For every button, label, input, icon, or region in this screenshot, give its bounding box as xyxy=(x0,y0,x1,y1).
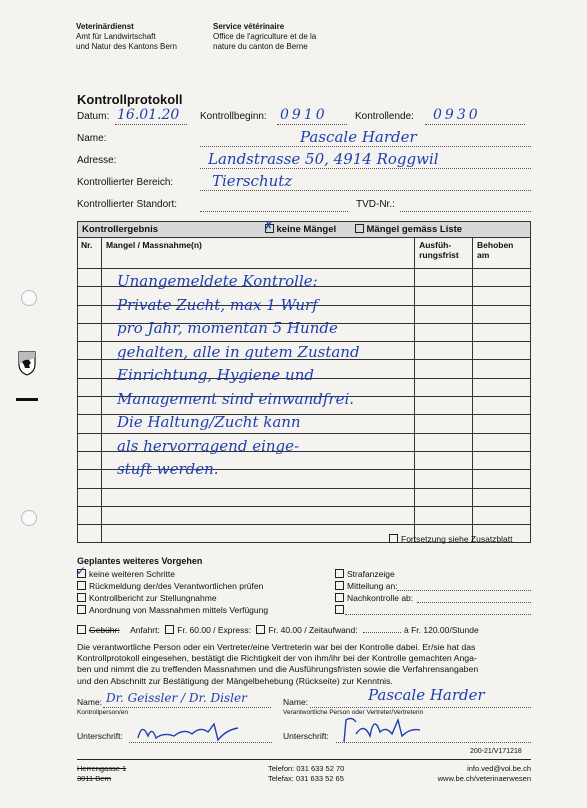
table-cell[interactable] xyxy=(473,360,531,378)
footer-address2: 3011 Bern xyxy=(77,774,112,783)
header-right-line1: Office de l'agriculture et de la xyxy=(213,32,317,41)
table-cell[interactable] xyxy=(78,506,102,524)
table-cell[interactable] xyxy=(415,342,473,360)
table-cell[interactable] xyxy=(473,287,531,305)
name-value-left: Dr. Geissler / Dr. Disler xyxy=(106,691,247,705)
table-cell[interactable] xyxy=(415,470,473,488)
fortsetzung[interactable] xyxy=(389,534,513,544)
option-maengel-liste-label: Mängel gemäss Liste xyxy=(366,224,463,235)
table-cell[interactable] xyxy=(473,342,531,360)
vorgehen-option-right[interactable] xyxy=(335,605,347,615)
table-cell[interactable] xyxy=(415,433,473,451)
table-row xyxy=(78,506,531,524)
checkbox[interactable] xyxy=(335,605,344,614)
bern-logo xyxy=(16,350,38,378)
footer-web[interactable]: www.be.ch/veterinaerwesen xyxy=(437,774,531,783)
unterschrift-label-right: Unterschrift: xyxy=(283,731,329,741)
handwritten-line: Management sind einwandfrei. xyxy=(117,389,355,408)
form-code: 200-21/V171218 xyxy=(470,748,522,755)
handwritten-line: als hervorragend einge- xyxy=(117,436,300,455)
handwritten-line: Einrichtung, Hygiene und xyxy=(117,366,314,384)
vorgehen-option-right[interactable] xyxy=(335,569,395,579)
footer-phone xyxy=(268,764,344,784)
vorgehen-option[interactable] xyxy=(77,593,217,603)
anfahrt-opt1: Fr. 60.00 / Express: xyxy=(177,625,251,635)
kontrollergebnis-heading: Kontrollergebnis xyxy=(82,224,159,235)
table-cell[interactable] xyxy=(473,323,531,341)
kontrollbeginn-label: Kontrollbeginn: xyxy=(200,111,267,122)
checkbox[interactable] xyxy=(335,581,344,590)
vorgehen-option-right-label: Mitteilung an: xyxy=(347,581,398,591)
handwritten-line: gehalten, alle in gutem Zustand xyxy=(117,342,360,361)
table-cell[interactable] xyxy=(78,488,102,506)
vorgehen-option-label: Kontrollbericht zur Stellungnahme xyxy=(89,593,217,603)
anfahrt-opt2: Fr. 40.00 / Zeitaufwand: xyxy=(268,625,358,635)
col-nr: Nr. xyxy=(78,238,102,269)
name-label-left: Name: xyxy=(77,697,103,707)
unterschrift-label-left: Unterschrift: xyxy=(77,731,123,741)
vorgehen-option[interactable] xyxy=(77,605,268,615)
checkbox-maengel-liste[interactable] xyxy=(355,224,364,233)
table-cell[interactable] xyxy=(415,397,473,415)
table-cell[interactable] xyxy=(78,415,102,433)
table-cell[interactable] xyxy=(78,451,102,469)
kontrollergebnis-header-row xyxy=(78,222,531,238)
kontrollergebnis-columns xyxy=(78,238,531,269)
option-keine-maengel-label: keine Mängel xyxy=(276,224,337,235)
handwritten-line: stuft werden. xyxy=(117,460,219,478)
table-cell[interactable] xyxy=(78,378,102,396)
fortsetzung-label: Fortsetzung siehe Zusatzblatt xyxy=(401,534,513,544)
checkbox[interactable] xyxy=(335,593,344,602)
table-cell[interactable] xyxy=(473,269,531,287)
table-cell[interactable] xyxy=(101,488,414,506)
checkbox[interactable]: ✓ xyxy=(76,564,87,578)
checkbox[interactable] xyxy=(335,569,344,578)
option-maengel-liste[interactable] xyxy=(355,224,463,235)
table-cell[interactable] xyxy=(78,470,102,488)
table-cell[interactable] xyxy=(415,323,473,341)
datum-label: Datum: xyxy=(77,111,110,122)
vorgehen-option[interactable] xyxy=(76,564,175,579)
punch-hole-top xyxy=(21,290,37,306)
checkbox-gebuehr[interactable] xyxy=(77,625,86,634)
table-cell[interactable] xyxy=(473,470,531,488)
checkbox[interactable] xyxy=(77,593,86,602)
sub-right: Verantwortliche Person oder Vertreter/Vertreterin xyxy=(283,709,424,716)
handwritten-line: Unangemeldete Kontrolle: xyxy=(117,272,318,290)
checkbox-keine-maengel[interactable]: ✗ xyxy=(263,219,274,233)
tvd-label: TVD-Nr.: xyxy=(356,199,395,210)
name-label: Name: xyxy=(77,133,107,144)
name-label-right: Name: xyxy=(283,697,309,707)
col-behoben xyxy=(473,238,531,269)
table-cell[interactable] xyxy=(415,451,473,469)
table-cell[interactable] xyxy=(415,305,473,323)
handwritten-line: Private Zucht, max 1 Wurf xyxy=(117,295,318,314)
bereich-value: Tierschutz xyxy=(212,172,293,190)
kontrollende-label: Kontrollende: xyxy=(355,111,414,122)
table-cell[interactable] xyxy=(78,342,102,360)
footer-telefax: Telefax: 031 633 52 65 xyxy=(268,774,344,783)
table-cell[interactable] xyxy=(473,433,531,451)
option-keine-maengel[interactable] xyxy=(263,219,337,235)
vorgehen-option[interactable] xyxy=(77,581,263,591)
checkbox[interactable] xyxy=(77,581,86,590)
checkbox-anfahrt-60[interactable] xyxy=(165,625,174,634)
gebuehr-rate: à Fr. 120.00/Stunde xyxy=(404,625,479,635)
header-right-line2: nature du canton de Berne xyxy=(213,42,308,51)
header-right xyxy=(213,22,316,52)
disclaimer-line: und den Abschnitt zur Bestätigung der Mängelbehebung (Rückseite) zur Kenntnis. xyxy=(77,675,393,686)
table-row xyxy=(78,488,531,506)
table-cell[interactable] xyxy=(78,433,102,451)
table-cell[interactable] xyxy=(473,506,531,524)
col-behoben-line2: am xyxy=(477,250,490,260)
disclaimer-line: Die verantwortliche Person oder ein Vertreter/eine Vertreterin war bei der Kontrolle dabei. Er/sie hat das xyxy=(77,642,476,652)
table-cell[interactable] xyxy=(473,451,531,469)
header-left xyxy=(76,22,177,52)
vorgehen-option-label: Anordnung von Massnahmen mittels Verfügung xyxy=(89,605,269,615)
sub-left: Kontrollperson/en xyxy=(77,709,128,716)
page-title: Kontrollprotokoll xyxy=(77,92,183,107)
signature-left xyxy=(134,718,244,746)
kontrollende-value: 0930 xyxy=(433,107,481,123)
signature-right xyxy=(340,712,440,746)
vorgehen-option-label: Rückmeldung der/des Verantwortlichen prüfen xyxy=(89,581,264,591)
table-cell[interactable] xyxy=(415,360,473,378)
checkbox-express-40[interactable] xyxy=(256,625,265,634)
name-value: Pascale Harder xyxy=(300,128,417,146)
table-cell[interactable] xyxy=(473,415,531,433)
punch-hole-bottom xyxy=(21,510,37,526)
footer-contact xyxy=(438,764,531,784)
adresse-label: Adresse: xyxy=(77,155,117,166)
table-cell[interactable] xyxy=(473,305,531,323)
datum-value: 16.01.20 xyxy=(117,107,180,123)
bereich-label: Kontrollierter Bereich: xyxy=(77,177,174,188)
table-cell[interactable] xyxy=(78,397,102,415)
checkbox-fortsetzung[interactable] xyxy=(389,534,398,543)
vorgehen-option-right[interactable] xyxy=(335,593,413,603)
table-cell[interactable] xyxy=(473,488,531,506)
adresse-value: Landstrasse 50, 4914 Roggwil xyxy=(208,150,439,168)
vorgehen-option-right-label: Strafanzeige xyxy=(347,569,395,579)
table-cell[interactable] xyxy=(415,506,473,524)
gebuehr-row xyxy=(77,625,479,635)
header-left-title: Veterinärdienst xyxy=(76,22,134,31)
footer-email[interactable]: info.ved@vol.be.ch xyxy=(467,764,531,773)
standort-label: Kontrollierter Standort: xyxy=(77,199,178,210)
vorgehen-option-right-label: Nachkontrolle ab: xyxy=(347,593,414,603)
disclaimer-text xyxy=(77,642,478,687)
header-left-line2: und Natur des Kantons Bern xyxy=(76,42,177,51)
disclaimer-line: ben und nimmt die zu treffenden Massnahmen und die Ausführungsfristen sowie die Verfahrensangaben xyxy=(77,664,479,675)
col-frist xyxy=(415,238,473,269)
table-cell[interactable] xyxy=(415,287,473,305)
handwritten-line: Die Haltung/Zucht kann xyxy=(117,413,301,431)
header-right-title: Service vétérinaire xyxy=(213,22,285,31)
table-cell[interactable] xyxy=(415,378,473,396)
gebuehr-label: Gebühr: xyxy=(89,625,120,635)
table-cell[interactable] xyxy=(78,287,102,305)
col-behoben-line1: Behoben xyxy=(477,240,514,250)
table-cell[interactable] xyxy=(473,397,531,415)
table-cell[interactable] xyxy=(101,506,414,524)
col-mangel: Mangel / Massnahme(n) xyxy=(101,238,414,269)
vorgehen-option-label: keine weiteren Schritte xyxy=(89,569,175,579)
header-left-line1: Amt für Landwirtschaft xyxy=(76,32,156,41)
name-value-right: Pascale Harder xyxy=(368,686,485,704)
col-frist-line1: Ausfüh- xyxy=(419,240,452,250)
col-frist-line2: rungsfrist xyxy=(419,250,459,260)
footer-telefon: Telefon: 031 633 52 70 xyxy=(268,764,345,773)
table-cell[interactable] xyxy=(415,269,473,287)
vorgehen-heading: Geplantes weiteres Vorgehen xyxy=(77,556,203,566)
table-cell[interactable] xyxy=(473,378,531,396)
handwritten-line: pro Jahr, momentan 5 Hunde xyxy=(117,319,338,337)
table-cell[interactable] xyxy=(78,269,102,287)
checkbox[interactable] xyxy=(77,605,86,614)
footer-address1: Herrengasse 1 xyxy=(77,764,127,773)
vorgehen-option-right[interactable] xyxy=(335,581,398,591)
footer-address xyxy=(77,764,126,784)
table-cell[interactable] xyxy=(78,305,102,323)
table-cell[interactable] xyxy=(78,360,102,378)
table-cell[interactable] xyxy=(415,415,473,433)
disclaimer-line: Kontrollprotokoll eingesehen, bestätigt die Richtigkeit der von ihm/ihr bei der Kontrolle gemachten Anga- xyxy=(77,653,477,664)
table-cell[interactable] xyxy=(78,525,102,543)
kontrollbeginn-value: 0910 xyxy=(280,107,328,123)
table-cell[interactable] xyxy=(78,323,102,341)
footer-divider xyxy=(77,759,531,760)
table-cell[interactable] xyxy=(101,525,414,543)
table-cell[interactable] xyxy=(415,488,473,506)
anfahrt-label: Anfahrt: xyxy=(130,625,160,635)
